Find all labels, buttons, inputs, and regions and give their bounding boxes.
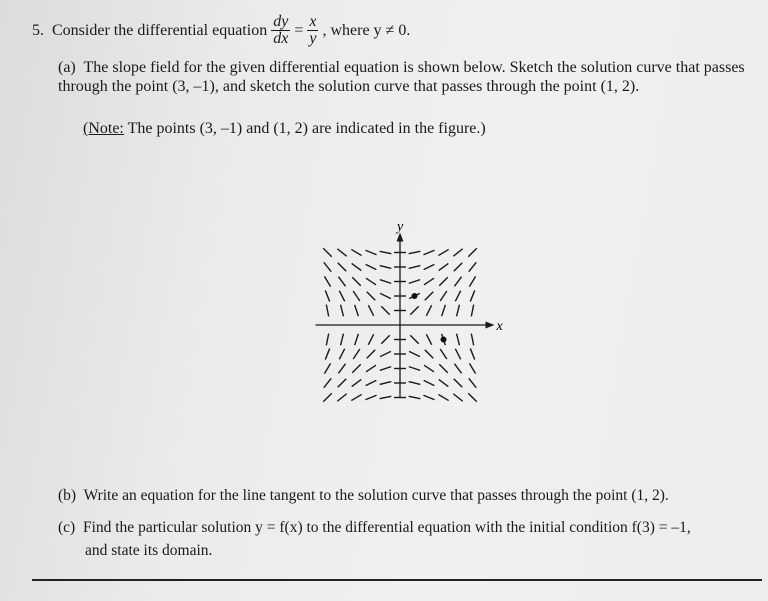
slope-segment: [381, 306, 389, 314]
note-text: The points (3, –1) and (1, 2) are indicated in the figure.): [127, 120, 486, 137]
slope-segment: [440, 349, 447, 359]
slope-segment: [380, 266, 392, 269]
derivative-numerator: dy: [273, 13, 289, 30]
slope-segment: [380, 351, 391, 356]
part-b: [58, 487, 669, 505]
slope-segment: [338, 364, 345, 374]
slope-segment: [424, 278, 434, 285]
slope-segment: [381, 335, 389, 343]
slope-segment: [352, 277, 360, 285]
slope-segment: [439, 364, 447, 372]
part-b-text: Write an equation for the line tangent to the solution curve that passes through the point (1, 2).: [83, 487, 669, 504]
part-c-label: (c): [58, 519, 76, 536]
slope-segment: [438, 249, 448, 255]
slope-segment: [423, 395, 434, 399]
slope-segment: [323, 393, 331, 401]
slope-segment: [457, 305, 460, 317]
slope-segment: [439, 277, 447, 285]
marked-point: [441, 337, 447, 343]
slope-field-figure: [245, 150, 555, 470]
note-label: (Note:: [83, 120, 124, 137]
slope-segment: [365, 250, 376, 254]
question-intro: Consider the differential equation: [52, 21, 268, 39]
slope-segment: [324, 363, 330, 373]
slope-segment: [469, 276, 475, 286]
slope-segment: [325, 348, 329, 359]
slope-segment: [351, 394, 361, 400]
slope-segment: [326, 334, 328, 346]
part-a: [58, 58, 758, 96]
part-b-label: (b): [58, 487, 77, 504]
slope-segment: [366, 264, 377, 269]
x-axis-arrow: [486, 322, 495, 329]
slope-segment: [471, 334, 473, 346]
slope-segment: [339, 349, 344, 360]
slope-segment: [410, 306, 418, 314]
slope-segment: [353, 349, 360, 359]
slope-segment: [325, 290, 329, 301]
part-a-text: The slope field for the given differential equation is shown below. Sketch the solution curve that passes through the point (3, –1), and sketch the solution curve that passes through the point (1, 2).: [58, 59, 745, 95]
slope-segment: [366, 380, 377, 385]
slope-segment: [471, 305, 473, 317]
slope-segment: [440, 291, 447, 301]
slope-segment: [469, 363, 475, 373]
slope-segment: [366, 278, 376, 285]
slope-segment: [352, 364, 360, 372]
marked-point: [412, 293, 418, 299]
derivative-denominator: dx: [273, 30, 289, 47]
slope-segment: [338, 263, 346, 271]
slope-segment: [426, 305, 431, 316]
slope-segment: [409, 367, 420, 371]
slope-segment: [410, 335, 418, 343]
slope-segment: [409, 280, 420, 284]
slope-segment: [454, 263, 462, 271]
slope-segment: [423, 250, 434, 254]
slope-segment: [426, 334, 431, 345]
part-c-text-line2: and state its domain.: [85, 542, 213, 559]
slope-segment: [380, 251, 392, 253]
slope-segment: [352, 263, 362, 270]
slope-segment: [454, 364, 461, 374]
slope-segment: [439, 379, 449, 386]
slope-segment: [409, 251, 421, 253]
part-a-label: (a): [58, 59, 76, 76]
slope-segment: [409, 382, 421, 385]
slope-segment: [380, 280, 391, 284]
slope-segment: [468, 248, 476, 256]
slope-segment: [324, 378, 331, 387]
slope-segment: [324, 262, 331, 271]
part-c: [58, 516, 748, 562]
slope-segment: [469, 378, 476, 387]
slope-segment: [323, 248, 331, 256]
equals-sign: =: [294, 21, 304, 39]
slope-segment: [409, 266, 421, 269]
slope-segment: [351, 249, 361, 255]
slope-segment: [337, 249, 346, 256]
question-condition: , where y ≠ 0.: [322, 21, 411, 39]
slope-segment: [338, 379, 346, 387]
slope-segment: [380, 367, 391, 371]
slope-segment: [439, 263, 449, 270]
y-axis-label: y: [397, 219, 404, 235]
slope-segment: [468, 393, 476, 401]
slope-segment: [368, 305, 373, 316]
slope-segment: [453, 249, 462, 256]
slope-segment: [338, 277, 345, 287]
slope-segment: [366, 365, 376, 372]
slope-segment: [409, 396, 421, 398]
slope-segment: [469, 262, 476, 271]
slope-segment: [409, 351, 420, 356]
slope-segment: [367, 350, 375, 358]
question-header: [32, 14, 410, 47]
slope-segment: [352, 379, 362, 386]
slope-segment: [438, 394, 448, 400]
slope-segment: [367, 292, 375, 300]
slope-segment: [365, 395, 376, 399]
part-c-text-line1: Find the particular solution y = f(x) to the differential equation with the initial condition f(3) = –1,: [82, 519, 691, 536]
part-a-note: [83, 120, 486, 138]
slope-segment: [326, 305, 328, 317]
slope-segment: [339, 291, 344, 302]
slope-segment: [380, 293, 391, 298]
slope-segment: [425, 350, 433, 358]
slope-segment: [380, 382, 392, 385]
slope-segment: [368, 334, 373, 345]
slope-segment: [424, 380, 435, 385]
bottom-rule: [32, 579, 762, 581]
question-number: 5.: [32, 21, 44, 39]
slope-segment: [341, 334, 344, 346]
slope-segment: [324, 276, 330, 286]
derivative-fraction: [271, 14, 290, 47]
slope-segment: [355, 334, 359, 345]
slope-segment: [341, 305, 344, 317]
slope-segment: [442, 305, 446, 316]
ratio-denominator: y: [309, 30, 317, 47]
x-axis-label: x: [496, 319, 503, 334]
slope-segment: [380, 396, 392, 398]
slope-segment: [425, 292, 433, 300]
slope-segment: [455, 349, 460, 360]
slope-segment: [470, 290, 474, 301]
ratio-fraction: [307, 14, 318, 47]
slope-segment: [454, 277, 461, 287]
slope-segment: [470, 348, 474, 359]
slope-segment: [453, 394, 462, 401]
slope-segment: [337, 394, 346, 401]
slope-segment: [355, 305, 359, 316]
slope-segment: [424, 264, 435, 269]
slope-segment: [424, 365, 434, 372]
ratio-numerator: x: [309, 13, 317, 30]
slope-segment: [454, 379, 462, 387]
slope-segment: [455, 291, 460, 302]
slope-segment: [353, 291, 360, 301]
slope-segment: [457, 334, 460, 346]
